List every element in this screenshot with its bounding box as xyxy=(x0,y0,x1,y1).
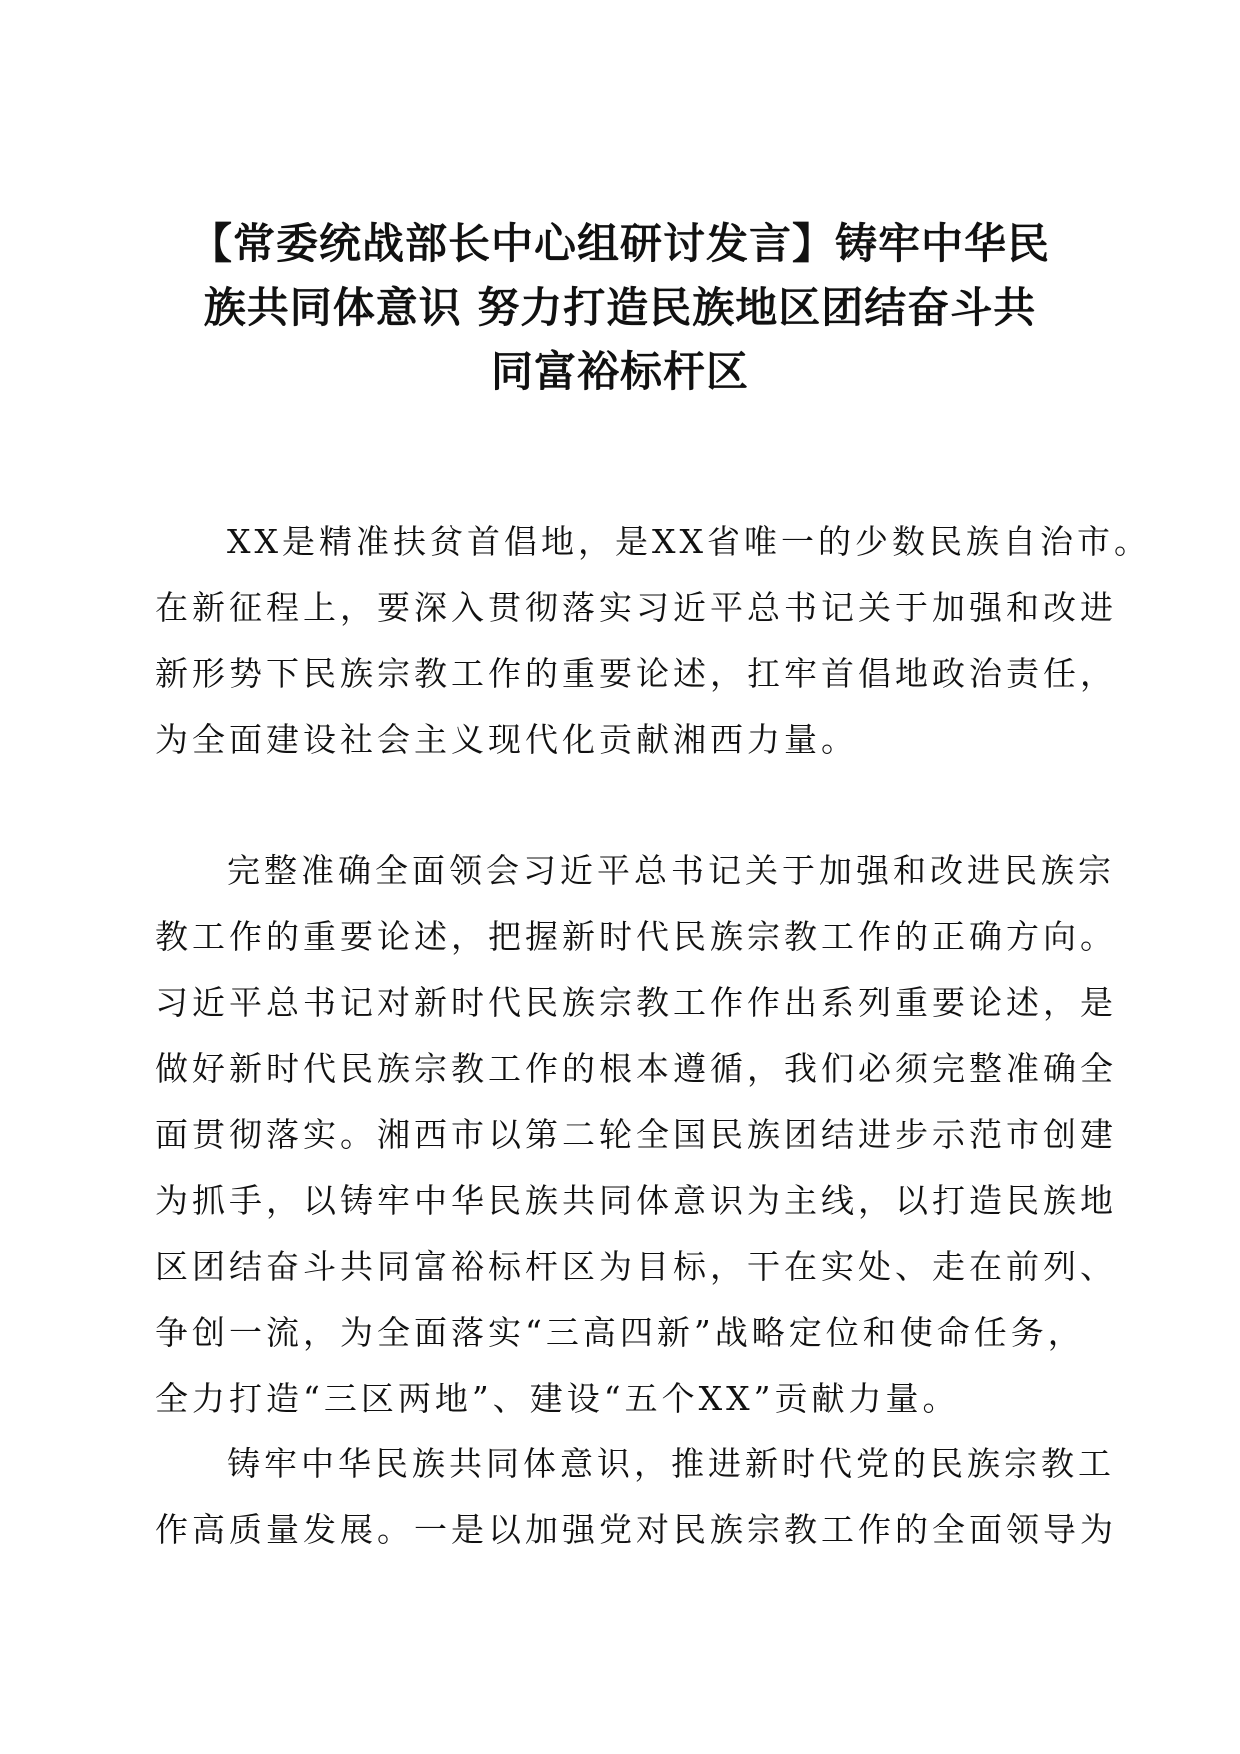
paragraph-line: XX是精准扶贫首倡地，是XX省唯一的少数民族自治市。 xyxy=(227,522,1151,561)
paragraph-line: 教工作的重要论述，把握新时代民族宗教工作的正确方向。 xyxy=(155,917,1117,956)
paragraph-line: 为抓手，以铸牢中华民族共同体意识为主线，以打造民族地 xyxy=(155,1181,1117,1220)
paragraph-line: 在新征程上，要深入贯彻落实习近平总书记关于加强和改进 xyxy=(155,588,1117,627)
paragraph-line: 全力打造“三区两地”、建设“五个XX”贡献力量。 xyxy=(155,1379,960,1418)
title-line: 同富裕标杆区 xyxy=(490,347,749,396)
paragraph-line: 作高质量发展。一是以加强党对民族宗教工作的全面领导为 xyxy=(155,1510,1117,1549)
document-title xyxy=(150,212,1090,404)
paragraph-line: 新形势下民族宗教工作的重要论述，扛牢首倡地政治责任， xyxy=(155,654,1117,693)
body-paragraph xyxy=(155,1431,1117,1563)
body-paragraph xyxy=(155,509,1151,773)
paragraph-line: 争创一流，为全面落实“三高四新”战略定位和使命任务， xyxy=(155,1313,1085,1352)
paragraph-line: 完整准确全面领会习近平总书记关于加强和改进民族宗 xyxy=(227,851,1115,890)
paragraph-line: 区团结奋斗共同富裕标杆区为目标，干在实处、走在前列、 xyxy=(155,1247,1117,1286)
title-line: 族共同体意识 努力打造民族地区团结奋斗共 xyxy=(203,283,1037,332)
paragraph-line: 面贯彻落实。湘西市以第二轮全国民族团结进步示范市创建 xyxy=(155,1115,1117,1154)
title-line: 【常委统战部长中心组研讨发言】铸牢中华民 xyxy=(189,219,1050,268)
paragraph-line: 习近平总书记对新时代民族宗教工作作出系列重要论述，是 xyxy=(155,983,1117,1022)
paragraph-line: 铸牢中华民族共同体意识，推进新时代党的民族宗教工 xyxy=(227,1444,1115,1483)
paragraph-line: 为全面建设社会主义现代化贡献湘西力量。 xyxy=(155,720,858,759)
paragraph-line: 做好新时代民族宗教工作的根本遵循，我们必须完整准确全 xyxy=(155,1049,1117,1088)
body-paragraph xyxy=(155,838,1117,1432)
